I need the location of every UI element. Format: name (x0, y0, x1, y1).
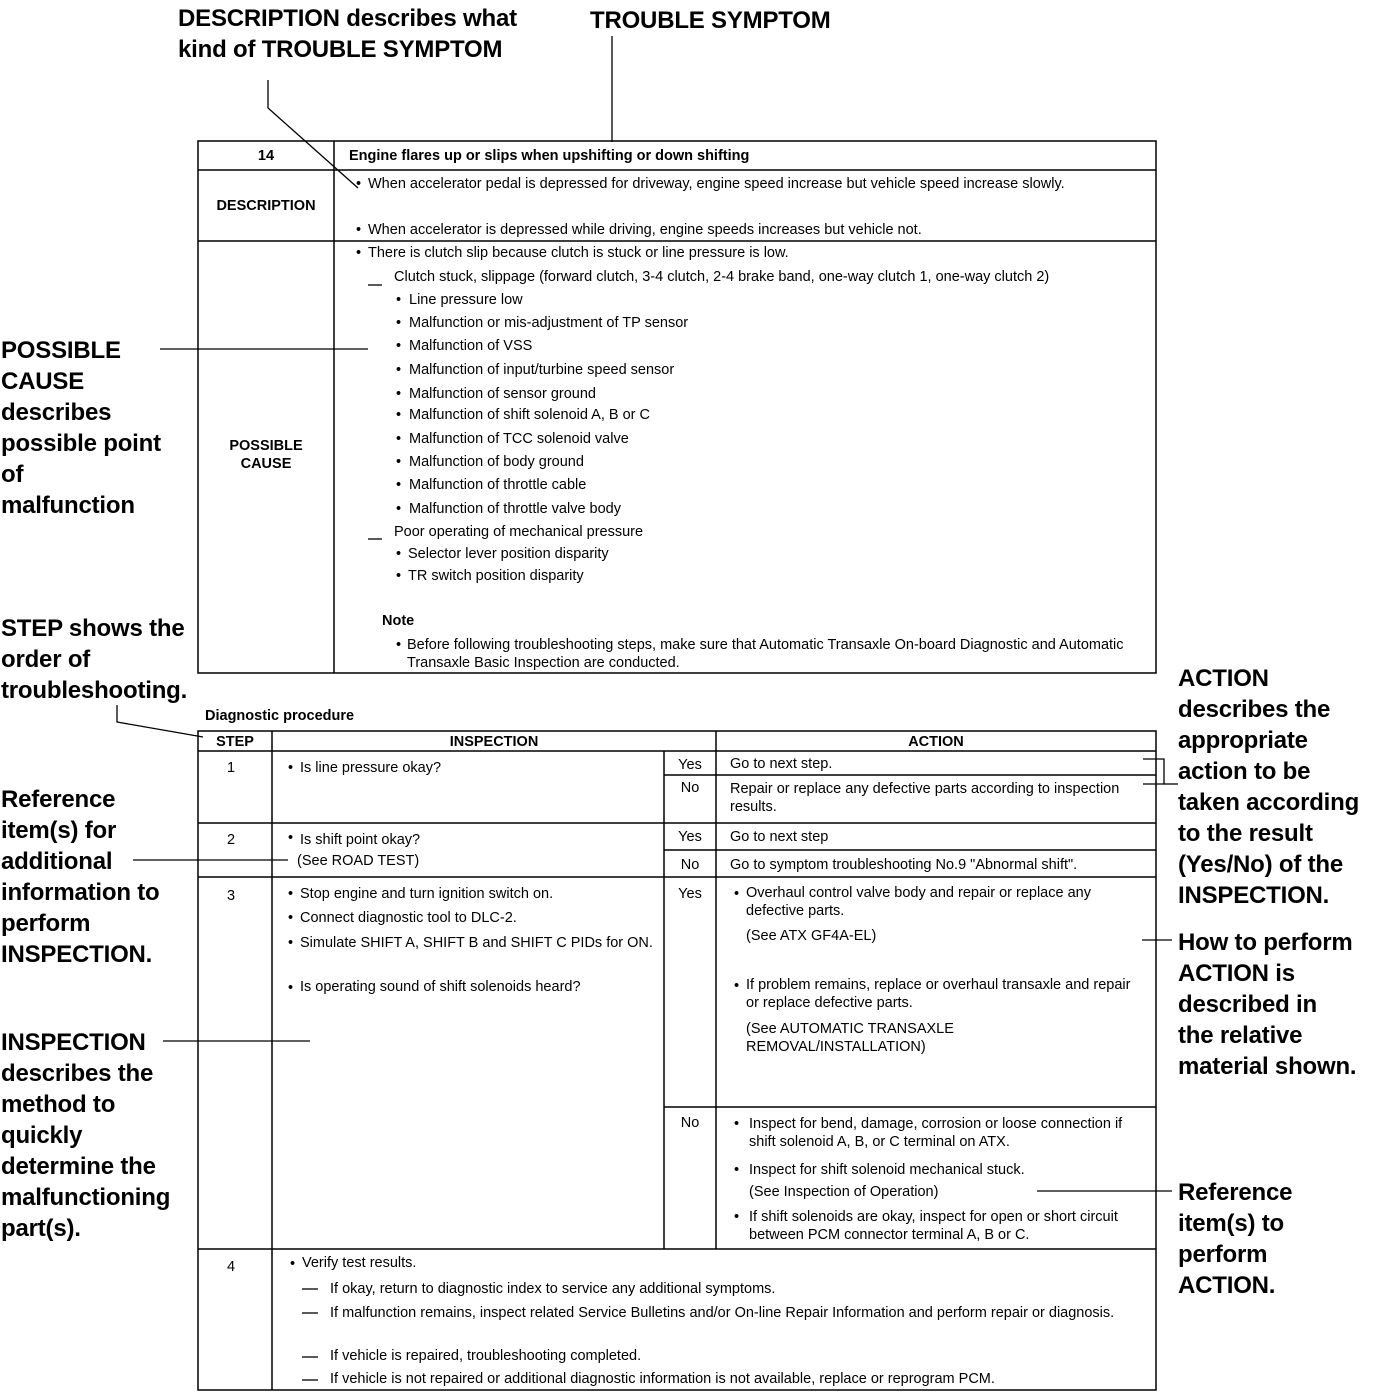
inspection-bullet: • (288, 910, 294, 926)
inspection-item: Is shift point okay? (300, 832, 421, 848)
cause-group-2: Poor operating of mechanical pressure (394, 524, 644, 540)
cause-item: Malfunction of throttle valve body (409, 501, 621, 517)
callout-inspection: INSPECTION describes the method to quickly determine the malfunctioning part(s). (1, 1029, 171, 1242)
inspection-item: Stop engine and turn ignition switch on. (300, 886, 554, 902)
inspection-bullet: • (288, 980, 294, 996)
inspection-bullet: • (290, 1256, 296, 1272)
cause-bullet: • (396, 568, 402, 584)
inspection-bullet: • (288, 935, 294, 951)
col-step-header: STEP (216, 734, 254, 750)
procedure-title: Diagnostic procedure (205, 708, 355, 724)
symptom-title: Engine flares up or slips when upshifting or down shifting (349, 148, 750, 164)
symptom-number: 14 (257, 148, 275, 164)
cause-item: Malfunction of TCC solenoid valve (409, 431, 629, 447)
col-inspection-header: INSPECTION (449, 734, 539, 750)
yes-label: Yes (678, 886, 702, 902)
no-label: No (680, 780, 700, 796)
cause-item: Malfunction of throttle cable (409, 477, 587, 493)
inspection-bullet: • (288, 886, 294, 902)
yes-label: Yes (678, 829, 702, 845)
callout-step: STEP shows the order of troubleshooting. (1, 615, 188, 704)
cause-bullet: • (396, 338, 402, 354)
action-bullet: • (734, 1162, 740, 1178)
step4-sub-item: If vehicle is not repaired or additional diagnostic information is not available, replace or reprogram PCM. (330, 1371, 995, 1387)
cause-bullet: • (396, 407, 402, 423)
inspection-reference: (See ROAD TEST) (297, 853, 420, 869)
possible-cause-label-text: POSSIBLE CAUSE (229, 438, 303, 472)
description-bullet-2: • (356, 222, 362, 238)
cause-group-1: Clutch stuck, slippage (forward clutch, 3-4 clutch, 2-4 brake band, one-way clutch 1, one-way clutch 2) (394, 269, 1050, 285)
action-no: Go to symptom troubleshooting No.9 "Abnormal shift". (730, 857, 1078, 873)
step-number: 4 (226, 1259, 236, 1275)
cause-item: Malfunction of shift solenoid A, B or C (409, 407, 650, 423)
cause-item: TR switch position disparity (408, 568, 584, 584)
step-number: 3 (226, 888, 236, 904)
inspection-item: Verify test results. (302, 1255, 417, 1271)
cause-bullet: • (396, 315, 402, 331)
step-number: 1 (226, 760, 236, 776)
callout-reference-action: Reference item(s) to perform ACTION. (1178, 1179, 1293, 1299)
description-bullet-1: • (356, 176, 362, 192)
action-yes: Go to next step (730, 829, 829, 845)
inspection-bullet: • (288, 760, 294, 776)
cause-bullet: • (396, 546, 402, 562)
inspection-item: Is line pressure okay? (300, 760, 442, 776)
callout-how-to-action: How to perform ACTION is described in the relative material shown. (1178, 929, 1357, 1080)
step4-sub-item: If okay, return to diagnostic index to service any additional symptoms. (330, 1281, 776, 1297)
cause-intro-bullet: • (356, 245, 362, 261)
action-yes-item: Overhaul control valve body and repair or replace any defective parts. (746, 885, 1091, 919)
inspection-item: Connect diagnostic tool to DLC-2. (300, 910, 517, 926)
yes-label: Yes (678, 757, 702, 773)
cause-bullet: • (396, 477, 402, 493)
action-yes-item: If problem remains, replace or overhaul transaxle and repair or replace defective parts. (746, 977, 1131, 1011)
action-bullet: • (734, 1209, 740, 1225)
cause-bullet: • (396, 431, 402, 447)
no-label: No (680, 857, 700, 873)
step4-sub-item: If malfunction remains, inspect related Service Bulletins and/or On-line Repair Information and perform repair or diagnosis. (330, 1305, 1115, 1321)
description-item-2: When accelerator is depressed while driving, engine speeds increases but vehicle not. (368, 222, 922, 238)
action-no-item: If shift solenoids are okay, inspect for open or short circuit between PCM connector terminal A, B or C. (749, 1209, 1118, 1243)
description-label: DESCRIPTION (216, 198, 316, 214)
cause-bullet: • (396, 362, 402, 378)
cause-item: Malfunction of VSS (409, 338, 533, 354)
cause-item: Malfunction of input/turbine speed sensor (409, 362, 675, 378)
callout-description: DESCRIPTION describes what kind of TROUBLE SYMPTOM (178, 5, 517, 63)
col-action-header: ACTION (908, 734, 964, 750)
cause-intro: There is clutch slip because clutch is stuck or line pressure is low. (368, 245, 789, 261)
cause-bullet: • (396, 454, 402, 470)
action-no: Repair or replace any defective parts according to inspection results. (730, 781, 1120, 815)
action-bullet: • (734, 886, 740, 902)
note-text: Before following troubleshooting steps, make sure that Automatic Transaxle On-board Diagnostic and Automatic Transaxle Basic Inspection are conducted. (407, 637, 1124, 671)
cause-bullet: • (396, 501, 402, 517)
possible-cause-label (198, 437, 334, 473)
action-no-item: Inspect for bend, damage, corrosion or loose connection if shift solenoid A, B, or C terminal on ATX. (749, 1116, 1123, 1150)
note-label: Note (382, 613, 415, 629)
cause-item: Line pressure low (409, 292, 523, 308)
note-bullet: • (396, 637, 402, 653)
cause-bullet: • (396, 292, 402, 308)
callout-action: ACTION describes the appropriate action to be taken according to the result (Yes/No) of the INSPECTION. (1178, 665, 1360, 909)
callout-reference-inspection: Reference item(s) for additional information to perform INSPECTION. (1, 786, 160, 968)
inspection-item: Simulate SHIFT A, SHIFT B and SHIFT C PIDs for ON. (300, 935, 653, 951)
step-number: 2 (226, 832, 236, 848)
cause-bullet: • (396, 386, 402, 402)
action-yes-reference: (See AUTOMATIC TRANSAXLE REMOVAL/INSTALLATION) (746, 1021, 954, 1055)
action-bullet: • (734, 978, 740, 994)
callout-possible-cause: POSSIBLE CAUSE describes possible point of malfunction (1, 337, 161, 519)
action-no-reference: (See Inspection of Operation) (749, 1184, 939, 1200)
cause-item: Selector lever position disparity (408, 546, 609, 562)
cause-item: Malfunction of body ground (409, 454, 584, 470)
action-no-item: Inspect for shift solenoid mechanical stuck. (749, 1162, 1025, 1178)
action-bullet: • (734, 1116, 740, 1132)
action-yes: Go to next step. (730, 756, 833, 772)
inspection-bullet: • (288, 830, 294, 846)
step4-sub-item: If vehicle is repaired, troubleshooting completed. (330, 1348, 642, 1364)
cause-item: Malfunction or mis-adjustment of TP sensor (409, 315, 689, 331)
inspection-item: Is operating sound of shift solenoids heard? (300, 979, 581, 995)
action-yes-reference: (See ATX GF4A-EL) (746, 928, 877, 944)
no-label: No (680, 1115, 700, 1131)
cause-item: Malfunction of sensor ground (409, 386, 596, 402)
callout-trouble-symptom: TROUBLE SYMPTOM (590, 7, 831, 34)
description-item-1: When accelerator pedal is depressed for driveway, engine speed increase but vehicle speed increase slowly. (368, 176, 1065, 192)
